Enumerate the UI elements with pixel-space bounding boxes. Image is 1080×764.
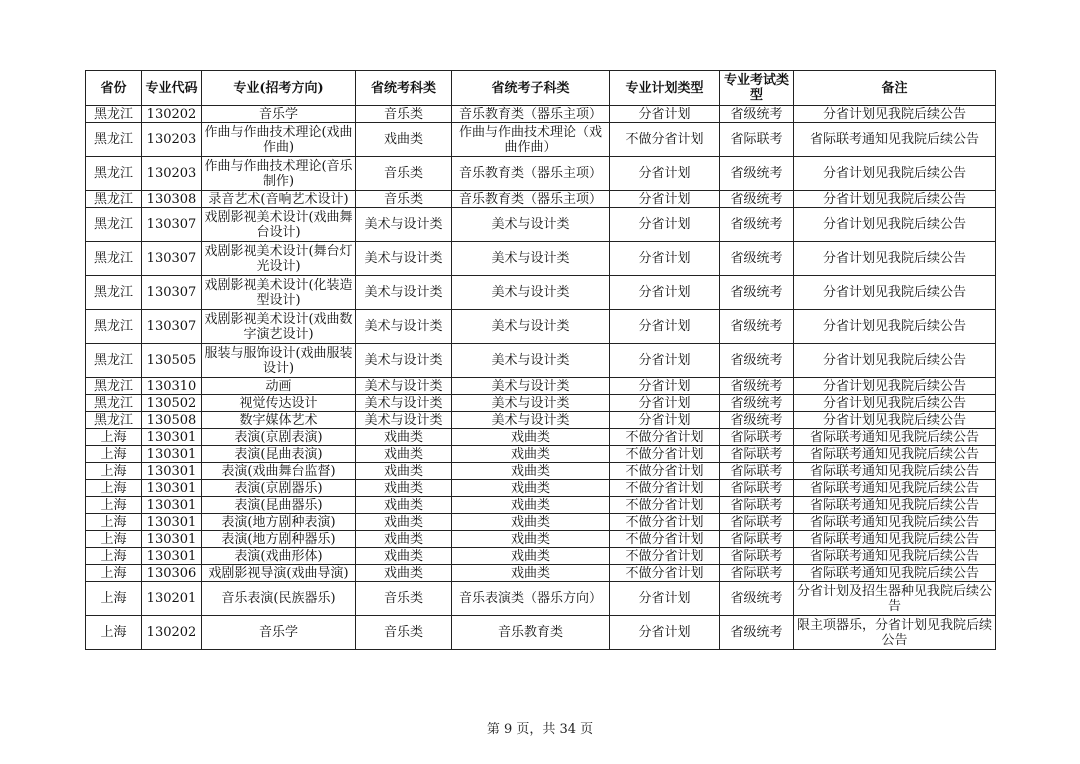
cell-exam-category: 美术与设计类 xyxy=(356,276,452,310)
cell-exam-category: 音乐类 xyxy=(356,191,452,208)
cell-province: 黑龙江 xyxy=(86,157,142,191)
cell-major-code: 130301 xyxy=(142,480,202,497)
cell-major-code: 130508 xyxy=(142,412,202,429)
table-row xyxy=(86,310,996,344)
cell-major: 表演(戏曲舞台监督) xyxy=(202,463,356,480)
cell-exam-type: 省际联考 xyxy=(720,497,794,514)
cell-major: 表演(京剧器乐) xyxy=(202,480,356,497)
cell-exam-type: 省级统考 xyxy=(720,378,794,395)
table-row xyxy=(86,344,996,378)
table-row xyxy=(86,106,996,123)
cell-exam-type: 省级统考 xyxy=(720,395,794,412)
cell-province: 黑龙江 xyxy=(86,310,142,344)
cell-plan-type: 分省计划 xyxy=(610,582,720,616)
cell-plan-type: 分省计划 xyxy=(610,395,720,412)
header-major-code: 专业代码 xyxy=(142,71,202,106)
cell-remarks: 分省计划见我院后续公告 xyxy=(794,191,996,208)
cell-major: 戏剧影视美术设计(化装造型设计) xyxy=(202,276,356,310)
cell-major-code: 130310 xyxy=(142,378,202,395)
cell-remarks: 分省计划见我院后续公告 xyxy=(794,412,996,429)
cell-exam-subcategory: 戏曲类 xyxy=(452,463,610,480)
cell-province: 黑龙江 xyxy=(86,123,142,157)
cell-remarks: 分省计划见我院后续公告 xyxy=(794,106,996,123)
cell-exam-category: 音乐类 xyxy=(356,106,452,123)
cell-province: 黑龙江 xyxy=(86,344,142,378)
cell-remarks: 省际联考通知见我院后续公告 xyxy=(794,548,996,565)
cell-exam-type: 省际联考 xyxy=(720,514,794,531)
cell-major: 戏剧影视导演(戏曲导演) xyxy=(202,565,356,582)
table-row xyxy=(86,157,996,191)
header-exam-subcategory: 省统考子科类 xyxy=(452,71,610,106)
cell-major: 服装与服饰设计(戏曲服装设计) xyxy=(202,344,356,378)
cell-major-code: 130308 xyxy=(142,191,202,208)
cell-exam-subcategory: 美术与设计类 xyxy=(452,378,610,395)
page-footer: 第 9 页，共 34 页 xyxy=(486,722,594,737)
cell-province: 上海 xyxy=(86,514,142,531)
cell-plan-type: 分省计划 xyxy=(610,157,720,191)
cell-exam-category: 音乐类 xyxy=(356,157,452,191)
table-header-row xyxy=(86,71,996,106)
cell-exam-category: 美术与设计类 xyxy=(356,378,452,395)
cell-exam-subcategory: 戏曲类 xyxy=(452,548,610,565)
table-row xyxy=(86,480,996,497)
cell-remarks: 省际联考通知见我院后续公告 xyxy=(794,497,996,514)
cell-major-code: 130306 xyxy=(142,565,202,582)
table-row xyxy=(86,242,996,276)
cell-exam-type: 省级统考 xyxy=(720,310,794,344)
cell-major: 音乐表演(民族器乐) xyxy=(202,582,356,616)
cell-plan-type: 分省计划 xyxy=(610,106,720,123)
cell-remarks: 省际联考通知见我院后续公告 xyxy=(794,531,996,548)
cell-remarks: 分省计划见我院后续公告 xyxy=(794,157,996,191)
cell-major: 表演(昆曲表演) xyxy=(202,446,356,463)
cell-province: 上海 xyxy=(86,548,142,565)
cell-exam-category: 美术与设计类 xyxy=(356,208,452,242)
cell-major-code: 130301 xyxy=(142,463,202,480)
cell-major-code: 130505 xyxy=(142,344,202,378)
cell-major-code: 130203 xyxy=(142,123,202,157)
cell-plan-type: 分省计划 xyxy=(610,412,720,429)
cell-major-code: 130301 xyxy=(142,497,202,514)
cell-plan-type: 不做分省计划 xyxy=(610,531,720,548)
cell-exam-type: 省际联考 xyxy=(720,480,794,497)
cell-plan-type: 分省计划 xyxy=(610,208,720,242)
cell-exam-category: 戏曲类 xyxy=(356,514,452,531)
cell-plan-type: 不做分省计划 xyxy=(610,446,720,463)
cell-exam-subcategory: 戏曲类 xyxy=(452,446,610,463)
table-row xyxy=(86,446,996,463)
cell-exam-category: 美术与设计类 xyxy=(356,310,452,344)
table-body xyxy=(86,106,996,650)
cell-exam-subcategory: 作曲与作曲技术理论（戏曲作曲） xyxy=(452,123,610,157)
cell-province: 黑龙江 xyxy=(86,412,142,429)
cell-province: 上海 xyxy=(86,497,142,514)
cell-major: 数字媒体艺术 xyxy=(202,412,356,429)
cell-major-code: 130502 xyxy=(142,395,202,412)
cell-exam-type: 省级统考 xyxy=(720,208,794,242)
cell-major: 戏剧影视美术设计(舞台灯光设计) xyxy=(202,242,356,276)
cell-major-code: 130301 xyxy=(142,446,202,463)
table-row xyxy=(86,208,996,242)
cell-exam-subcategory: 美术与设计类 xyxy=(452,412,610,429)
cell-plan-type: 不做分省计划 xyxy=(610,497,720,514)
cell-remarks: 省际联考通知见我院后续公告 xyxy=(794,480,996,497)
cell-exam-type: 省际联考 xyxy=(720,123,794,157)
cell-province: 黑龙江 xyxy=(86,106,142,123)
table-row xyxy=(86,531,996,548)
cell-exam-type: 省际联考 xyxy=(720,565,794,582)
cell-remarks: 省际联考通知见我院后续公告 xyxy=(794,429,996,446)
cell-exam-type: 省际联考 xyxy=(720,446,794,463)
cell-remarks: 省际联考通知见我院后续公告 xyxy=(794,446,996,463)
header-province: 省份 xyxy=(86,71,142,106)
table-row xyxy=(86,191,996,208)
table-row xyxy=(86,497,996,514)
cell-province: 黑龙江 xyxy=(86,191,142,208)
table-row xyxy=(86,412,996,429)
cell-major-code: 130307 xyxy=(142,208,202,242)
cell-major-code: 130307 xyxy=(142,310,202,344)
cell-major-code: 130301 xyxy=(142,531,202,548)
cell-province: 上海 xyxy=(86,616,142,650)
cell-exam-type: 省级统考 xyxy=(720,412,794,429)
table-row xyxy=(86,514,996,531)
admission-plan-table-container xyxy=(85,70,995,650)
cell-plan-type: 分省计划 xyxy=(610,242,720,276)
cell-exam-category: 戏曲类 xyxy=(356,565,452,582)
cell-province: 上海 xyxy=(86,531,142,548)
table-row xyxy=(86,123,996,157)
table-row xyxy=(86,378,996,395)
cell-exam-subcategory: 音乐教育类 xyxy=(452,616,610,650)
cell-exam-subcategory: 戏曲类 xyxy=(452,514,610,531)
cell-exam-category: 美术与设计类 xyxy=(356,344,452,378)
cell-remarks: 省际联考通知见我院后续公告 xyxy=(794,565,996,582)
cell-province: 黑龙江 xyxy=(86,276,142,310)
table-row xyxy=(86,395,996,412)
header-exam-category: 省统考科类 xyxy=(356,71,452,106)
cell-province: 上海 xyxy=(86,463,142,480)
cell-major-code: 130301 xyxy=(142,429,202,446)
cell-exam-type: 省级统考 xyxy=(720,582,794,616)
table-row xyxy=(86,276,996,310)
header-major: 专业(招考方向) xyxy=(202,71,356,106)
cell-exam-subcategory: 戏曲类 xyxy=(452,565,610,582)
cell-exam-category: 美术与设计类 xyxy=(356,412,452,429)
cell-plan-type: 不做分省计划 xyxy=(610,565,720,582)
cell-remarks: 分省计划见我院后续公告 xyxy=(794,242,996,276)
cell-exam-category: 戏曲类 xyxy=(356,446,452,463)
cell-plan-type: 不做分省计划 xyxy=(610,429,720,446)
cell-exam-type: 省级统考 xyxy=(720,276,794,310)
cell-province: 上海 xyxy=(86,480,142,497)
cell-exam-category: 戏曲类 xyxy=(356,429,452,446)
cell-major: 录音艺术(音响艺术设计) xyxy=(202,191,356,208)
cell-exam-type: 省级统考 xyxy=(720,106,794,123)
cell-province: 黑龙江 xyxy=(86,378,142,395)
cell-major: 作曲与作曲技术理论(音乐制作) xyxy=(202,157,356,191)
cell-plan-type: 分省计划 xyxy=(610,310,720,344)
cell-exam-subcategory: 美术与设计类 xyxy=(452,242,610,276)
cell-province: 上海 xyxy=(86,429,142,446)
cell-major: 音乐学 xyxy=(202,616,356,650)
cell-major-code: 130301 xyxy=(142,548,202,565)
cell-exam-subcategory: 音乐教育类（器乐主项） xyxy=(452,106,610,123)
cell-exam-subcategory: 音乐表演类（器乐方向） xyxy=(452,582,610,616)
cell-province: 黑龙江 xyxy=(86,242,142,276)
cell-exam-type: 省际联考 xyxy=(720,531,794,548)
cell-remarks: 分省计划见我院后续公告 xyxy=(794,344,996,378)
cell-major: 表演(京剧表演) xyxy=(202,429,356,446)
cell-major: 表演(昆曲器乐) xyxy=(202,497,356,514)
header-remarks: 备注 xyxy=(794,71,996,106)
cell-exam-category: 美术与设计类 xyxy=(356,242,452,276)
cell-exam-category: 戏曲类 xyxy=(356,548,452,565)
cell-exam-category: 戏曲类 xyxy=(356,497,452,514)
cell-remarks: 分省计划见我院后续公告 xyxy=(794,276,996,310)
cell-province: 上海 xyxy=(86,565,142,582)
cell-exam-subcategory: 美术与设计类 xyxy=(452,208,610,242)
cell-remarks: 分省计划见我院后续公告 xyxy=(794,310,996,344)
cell-plan-type: 不做分省计划 xyxy=(610,480,720,497)
cell-exam-category: 美术与设计类 xyxy=(356,395,452,412)
cell-exam-category: 音乐类 xyxy=(356,616,452,650)
cell-exam-category: 戏曲类 xyxy=(356,480,452,497)
cell-major: 视觉传达设计 xyxy=(202,395,356,412)
table-row xyxy=(86,463,996,480)
cell-major-code: 130307 xyxy=(142,242,202,276)
cell-major: 动画 xyxy=(202,378,356,395)
cell-plan-type: 分省计划 xyxy=(610,344,720,378)
cell-exam-category: 戏曲类 xyxy=(356,463,452,480)
cell-plan-type: 分省计划 xyxy=(610,276,720,310)
cell-major: 戏剧影视美术设计(戏曲舞台设计) xyxy=(202,208,356,242)
table-row xyxy=(86,616,996,650)
admission-plan-table xyxy=(85,70,996,650)
cell-plan-type: 不做分省计划 xyxy=(610,548,720,565)
table-row xyxy=(86,582,996,616)
cell-province: 黑龙江 xyxy=(86,395,142,412)
cell-remarks: 分省计划见我院后续公告 xyxy=(794,378,996,395)
cell-plan-type: 不做分省计划 xyxy=(610,514,720,531)
cell-exam-subcategory: 美术与设计类 xyxy=(452,344,610,378)
cell-exam-type: 省级统考 xyxy=(720,616,794,650)
cell-remarks: 省际联考通知见我院后续公告 xyxy=(794,123,996,157)
cell-major: 表演(戏曲形体) xyxy=(202,548,356,565)
cell-major: 音乐学 xyxy=(202,106,356,123)
cell-major-code: 130203 xyxy=(142,157,202,191)
cell-remarks: 限主项器乐，分省计划见我院后续公告 xyxy=(794,616,996,650)
header-plan-type: 专业计划类型 xyxy=(610,71,720,106)
cell-exam-category: 音乐类 xyxy=(356,582,452,616)
cell-exam-subcategory: 戏曲类 xyxy=(452,480,610,497)
cell-major-code: 130201 xyxy=(142,582,202,616)
cell-remarks: 省际联考通知见我院后续公告 xyxy=(794,514,996,531)
cell-exam-subcategory: 美术与设计类 xyxy=(452,310,610,344)
cell-exam-subcategory: 美术与设计类 xyxy=(452,276,610,310)
cell-major-code: 130202 xyxy=(142,106,202,123)
cell-exam-type: 省级统考 xyxy=(720,191,794,208)
cell-plan-type: 不做分省计划 xyxy=(610,463,720,480)
cell-exam-type: 省际联考 xyxy=(720,548,794,565)
cell-province: 黑龙江 xyxy=(86,208,142,242)
cell-exam-subcategory: 美术与设计类 xyxy=(452,395,610,412)
cell-remarks: 分省计划见我院后续公告 xyxy=(794,208,996,242)
cell-exam-category: 戏曲类 xyxy=(356,123,452,157)
cell-major: 表演(地方剧种器乐) xyxy=(202,531,356,548)
cell-exam-subcategory: 戏曲类 xyxy=(452,497,610,514)
cell-remarks: 省际联考通知见我院后续公告 xyxy=(794,463,996,480)
cell-province: 上海 xyxy=(86,446,142,463)
cell-exam-type: 省级统考 xyxy=(720,242,794,276)
cell-plan-type: 不做分省计划 xyxy=(610,123,720,157)
cell-remarks: 分省计划及招生器种见我院后续公告 xyxy=(794,582,996,616)
cell-major: 作曲与作曲技术理论(戏曲作曲) xyxy=(202,123,356,157)
cell-plan-type: 分省计划 xyxy=(610,191,720,208)
cell-plan-type: 分省计划 xyxy=(610,378,720,395)
cell-exam-subcategory: 音乐教育类（器乐主项） xyxy=(452,157,610,191)
cell-exam-subcategory: 音乐教育类（器乐主项） xyxy=(452,191,610,208)
cell-major-code: 130202 xyxy=(142,616,202,650)
cell-exam-type: 省际联考 xyxy=(720,463,794,480)
header-exam-type: 专业考试类型 xyxy=(720,71,794,106)
table-row xyxy=(86,548,996,565)
cell-exam-type: 省级统考 xyxy=(720,157,794,191)
cell-exam-subcategory: 戏曲类 xyxy=(452,429,610,446)
cell-exam-type: 省际联考 xyxy=(720,429,794,446)
cell-province: 上海 xyxy=(86,582,142,616)
cell-major: 表演(地方剧种表演) xyxy=(202,514,356,531)
cell-exam-category: 戏曲类 xyxy=(356,531,452,548)
cell-major: 戏剧影视美术设计(戏曲数字演艺设计) xyxy=(202,310,356,344)
cell-exam-type: 省级统考 xyxy=(720,344,794,378)
cell-major-code: 130301 xyxy=(142,514,202,531)
cell-plan-type: 分省计划 xyxy=(610,616,720,650)
table-row xyxy=(86,429,996,446)
table-row xyxy=(86,565,996,582)
cell-remarks: 分省计划见我院后续公告 xyxy=(794,395,996,412)
cell-major-code: 130307 xyxy=(142,276,202,310)
cell-exam-subcategory: 戏曲类 xyxy=(452,531,610,548)
